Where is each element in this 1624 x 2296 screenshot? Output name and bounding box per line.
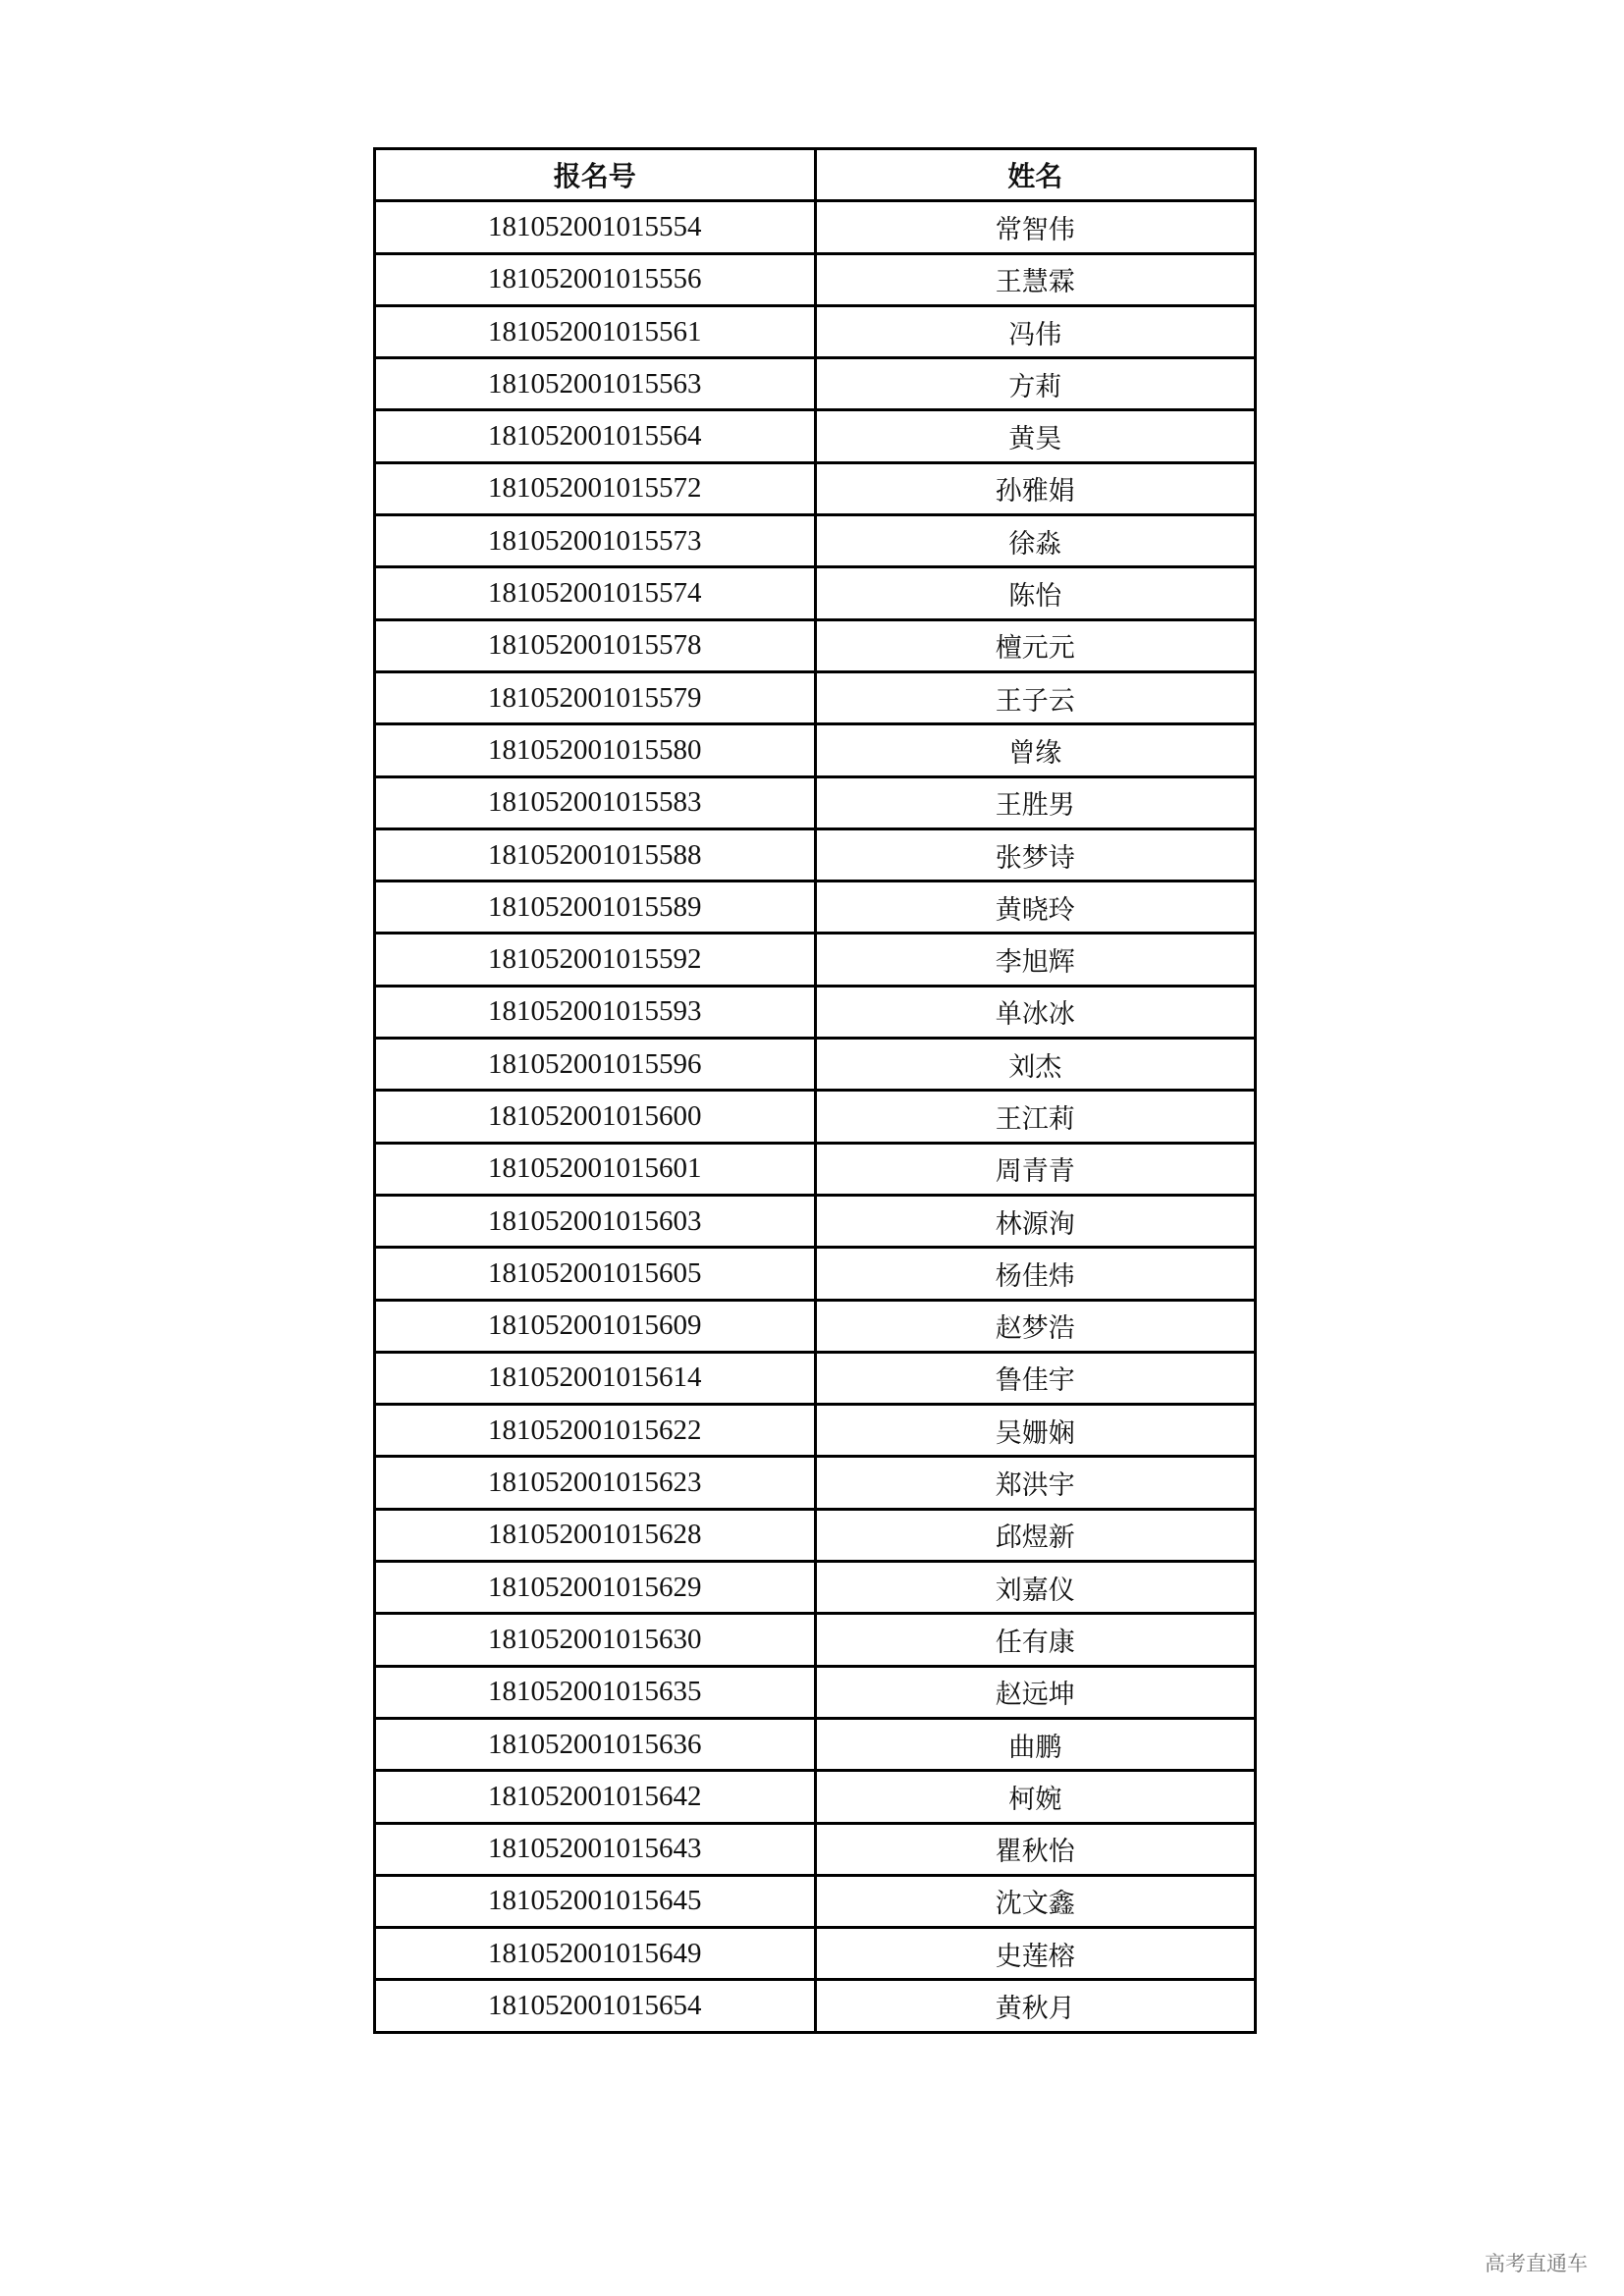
table-row xyxy=(375,1614,1256,1666)
table-row xyxy=(375,1718,1256,1770)
table-row xyxy=(375,1405,1256,1457)
name-cell: 单冰冰 xyxy=(815,986,1256,1038)
registration-number-cell: 181052001015574 xyxy=(375,567,816,619)
registration-number-cell: 181052001015578 xyxy=(375,619,816,671)
table-row xyxy=(375,410,1256,462)
registration-number-cell: 181052001015605 xyxy=(375,1248,816,1300)
name-cell: 张梦诗 xyxy=(815,828,1256,881)
registration-number-cell: 181052001015573 xyxy=(375,515,816,567)
table-row xyxy=(375,776,1256,828)
registration-number-cell: 181052001015588 xyxy=(375,828,816,881)
table-row xyxy=(375,358,1256,410)
table-row xyxy=(375,1562,1256,1614)
table-row xyxy=(375,201,1256,253)
table-row xyxy=(375,305,1256,357)
registration-number-cell: 181052001015614 xyxy=(375,1352,816,1404)
name-cell: 檀元元 xyxy=(815,619,1256,671)
name-cell: 吴姗娴 xyxy=(815,1405,1256,1457)
table-row xyxy=(375,828,1256,881)
name-cell: 曲鹏 xyxy=(815,1718,1256,1770)
name-cell: 杨佳炜 xyxy=(815,1248,1256,1300)
registration-number-cell: 181052001015572 xyxy=(375,462,816,514)
registration-number-cell: 181052001015622 xyxy=(375,1405,816,1457)
name-cell: 任有康 xyxy=(815,1614,1256,1666)
table-row xyxy=(375,1300,1256,1352)
name-cell: 王江莉 xyxy=(815,1091,1256,1143)
table-row xyxy=(375,1248,1256,1300)
registration-number-cell: 181052001015649 xyxy=(375,1928,816,1980)
table-row xyxy=(375,462,1256,514)
name-cell: 曾缘 xyxy=(815,724,1256,776)
table-row xyxy=(375,1091,1256,1143)
name-cell: 李旭辉 xyxy=(815,934,1256,986)
registration-number-cell: 181052001015645 xyxy=(375,1875,816,1927)
name-cell: 王子云 xyxy=(815,671,1256,723)
name-cell: 陈怡 xyxy=(815,567,1256,619)
name-cell: 刘嘉仪 xyxy=(815,1562,1256,1614)
registration-number-cell: 181052001015635 xyxy=(375,1666,816,1718)
registration-number-cell: 181052001015583 xyxy=(375,776,816,828)
name-cell: 刘杰 xyxy=(815,1039,1256,1091)
table-row xyxy=(375,253,1256,305)
watermark: 高考直通车 xyxy=(1485,2252,1588,2275)
table-row xyxy=(375,724,1256,776)
name-cell: 徐淼 xyxy=(815,515,1256,567)
header-registration-number: 报名号 xyxy=(375,149,816,201)
registration-number-cell: 181052001015643 xyxy=(375,1823,816,1875)
table-row xyxy=(375,1143,1256,1195)
registration-number-cell: 181052001015556 xyxy=(375,253,816,305)
name-cell: 赵梦浩 xyxy=(815,1300,1256,1352)
name-cell: 郑洪宇 xyxy=(815,1457,1256,1509)
registration-number-cell: 181052001015629 xyxy=(375,1562,816,1614)
name-cell: 孙雅娟 xyxy=(815,462,1256,514)
table-row xyxy=(375,934,1256,986)
name-cell: 黄晓玲 xyxy=(815,881,1256,934)
registration-number-cell: 181052001015592 xyxy=(375,934,816,986)
table-row xyxy=(375,881,1256,934)
table-row xyxy=(375,1509,1256,1561)
name-cell: 瞿秋怡 xyxy=(815,1823,1256,1875)
admission-list-table xyxy=(373,147,1257,2034)
registration-number-cell: 181052001015642 xyxy=(375,1771,816,1823)
table-row xyxy=(375,1457,1256,1509)
table-row xyxy=(375,515,1256,567)
name-cell: 林源洵 xyxy=(815,1195,1256,1247)
name-cell: 方莉 xyxy=(815,358,1256,410)
table-row xyxy=(375,1875,1256,1927)
name-cell: 史莲榕 xyxy=(815,1928,1256,1980)
registration-number-cell: 181052001015603 xyxy=(375,1195,816,1247)
registration-number-cell: 181052001015554 xyxy=(375,201,816,253)
name-cell: 柯婉 xyxy=(815,1771,1256,1823)
table-row xyxy=(375,1195,1256,1247)
registration-number-cell: 181052001015564 xyxy=(375,410,816,462)
name-cell: 王慧霖 xyxy=(815,253,1256,305)
name-cell: 赵远坤 xyxy=(815,1666,1256,1718)
registration-number-cell: 181052001015593 xyxy=(375,986,816,1038)
name-cell: 邱煜新 xyxy=(815,1509,1256,1561)
name-cell: 王胜男 xyxy=(815,776,1256,828)
table-row xyxy=(375,671,1256,723)
registration-number-cell: 181052001015600 xyxy=(375,1091,816,1143)
registration-number-cell: 181052001015630 xyxy=(375,1614,816,1666)
name-cell: 冯伟 xyxy=(815,305,1256,357)
name-cell: 周青青 xyxy=(815,1143,1256,1195)
table-row xyxy=(375,1666,1256,1718)
table-row xyxy=(375,567,1256,619)
table-row xyxy=(375,1352,1256,1404)
table-row xyxy=(375,1039,1256,1091)
registration-number-cell: 181052001015563 xyxy=(375,358,816,410)
header-name: 姓名 xyxy=(815,149,1256,201)
name-cell: 黄秋月 xyxy=(815,1980,1256,2032)
table-row xyxy=(375,1928,1256,1980)
registration-number-cell: 181052001015596 xyxy=(375,1039,816,1091)
registration-number-cell: 181052001015623 xyxy=(375,1457,816,1509)
name-cell: 鲁佳宇 xyxy=(815,1352,1256,1404)
registration-number-cell: 181052001015601 xyxy=(375,1143,816,1195)
name-cell: 黄昊 xyxy=(815,410,1256,462)
registration-number-cell: 181052001015579 xyxy=(375,671,816,723)
registration-number-cell: 181052001015654 xyxy=(375,1980,816,2032)
table-row xyxy=(375,986,1256,1038)
table-row xyxy=(375,1980,1256,2032)
registration-number-cell: 181052001015628 xyxy=(375,1509,816,1561)
table-row xyxy=(375,619,1256,671)
table-header-row xyxy=(375,149,1256,201)
table-row xyxy=(375,1771,1256,1823)
table-row xyxy=(375,1823,1256,1875)
registration-number-cell: 181052001015589 xyxy=(375,881,816,934)
name-cell: 常智伟 xyxy=(815,201,1256,253)
registration-number-cell: 181052001015609 xyxy=(375,1300,816,1352)
registration-number-cell: 181052001015580 xyxy=(375,724,816,776)
name-cell: 沈文鑫 xyxy=(815,1875,1256,1927)
registration-number-cell: 181052001015636 xyxy=(375,1718,816,1770)
registration-number-cell: 181052001015561 xyxy=(375,305,816,357)
